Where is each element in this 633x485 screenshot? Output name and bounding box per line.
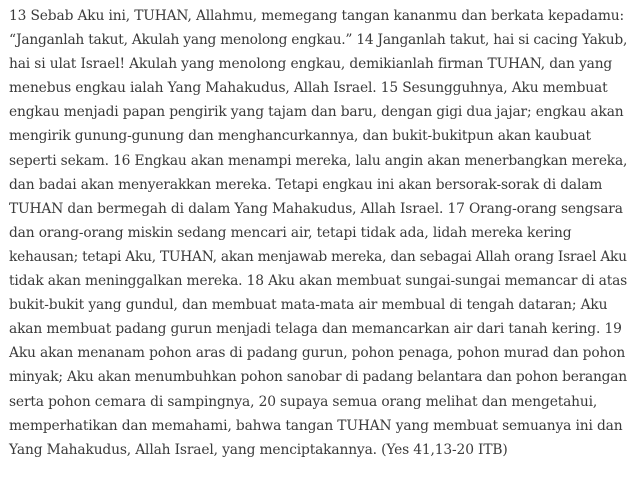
passage-line: “Janganlah takut, Akulah yang menolong engkau.” 14 Janganlah takut, hai si cacing Yakub, [9, 32, 628, 49]
passage-line: dan badai akan menyerakkan mereka. Tetapi engkau ini akan bersorak-sorak di dalam [9, 176, 603, 193]
passage-line: minyak; Aku akan menumbuhkan pohon sanobar di padang belantara dan pohon berangan [9, 369, 627, 386]
passage-line: bukit-bukit yang gundul, dan membuat mata-mata air membual di tengah dataran; Aku [9, 297, 608, 314]
passage-line: Aku akan menanam pohon aras di padang gurun, pohon penaga, pohon murad dan pohon [9, 345, 626, 362]
passage-line: memperhatikan dan memahami, bahwa tangan TUHAN yang membuat semuanya ini dan [9, 417, 623, 434]
passage-line: akan membuat padang gurun menjadi telaga dan memancarkan air dari tanah kering. 19 [9, 321, 622, 338]
passage-line: TUHAN dan bermegah di dalam Yang Mahakudus, Allah Israel. 17 Orang-orang sengsara [9, 200, 623, 217]
passage-line: 13 Sebab Aku ini, TUHAN, Allahmu, memegang tangan kananmu dan berkata kepadamu: [9, 8, 624, 24]
passage-line: kehausan; tetapi Aku, TUHAN, akan menjawab mereka, dan sebagai Allah orang Israel Aku [9, 248, 627, 265]
passage-line: hai si ulat Israel! Akulah yang menolong engkau, demikianlah firman TUHAN, dan yang [9, 56, 613, 73]
passage-line: mengirik gunung-gunung dan menghancurkannya, dan bukit-bukitpun akan kaubuat [9, 128, 591, 145]
passage-line: seperti sekam. 16 Engkau akan menampi mereka, lalu angin akan menerbangkan mereka, [9, 152, 628, 169]
passage-line: tidak akan meninggalkan mereka. 18 Aku akan membuat sungai-sungai memancar di atas [9, 273, 628, 290]
passage-line-citation: Yang Mahakudus, Allah Israel, yang menciptakannya. (Yes 41,13-20 ITB) [9, 441, 508, 458]
passage-line: serta pohon cemara di sampingnya, 20 supaya semua orang melihat dan mengetahui, [9, 393, 598, 410]
passage-line: dan orang-orang miskin sedang mencari air, tetapi tidak ada, lidah mereka kering [9, 224, 572, 241]
passage-line: menebus engkau ialah Yang Mahakudus, Allah Israel. 15 Sesungguhnya, Aku membuat [9, 80, 608, 97]
passage-line: engkau menjadi papan pengirik yang tajam dan baru, dengan gigi dua jajar; engkau akan [9, 104, 624, 121]
